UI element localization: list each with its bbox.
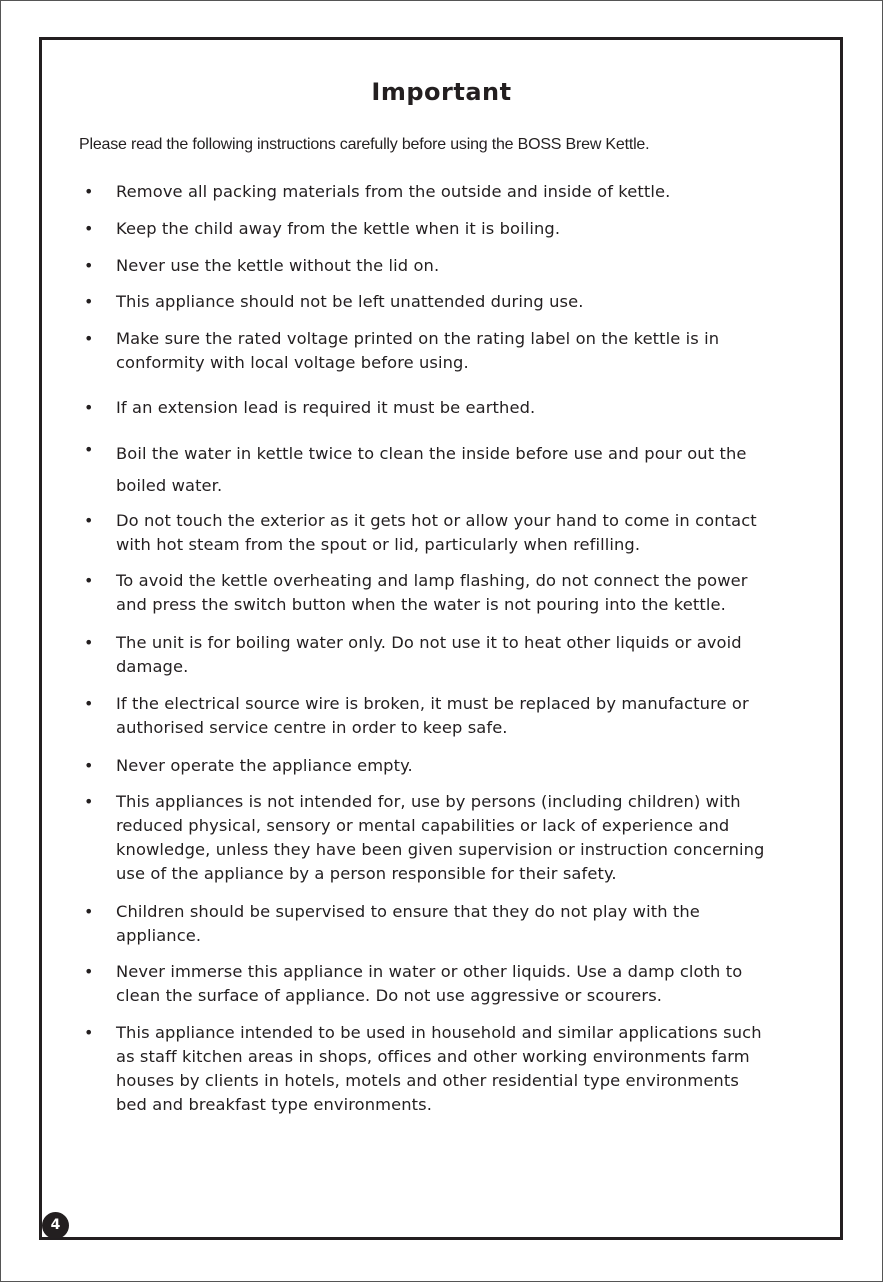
bullet-icon: • (84, 1023, 94, 1042)
page-number-badge: 4 (42, 1212, 69, 1239)
bullet-icon: • (84, 219, 94, 238)
instruction-text: The unit is for boiling water only. Do not use it to heat other liquids or avoid damage. (116, 633, 742, 676)
bullet-icon: • (84, 902, 94, 921)
bullet-icon: • (84, 182, 94, 201)
bullet-icon: • (84, 962, 94, 981)
instruction-text: Never operate the appliance empty. (116, 756, 413, 775)
bullet-icon: • (84, 694, 94, 713)
instruction-text: Remove all packing materials from the outside and inside of kettle. (116, 182, 671, 201)
bullet-icon: • (84, 398, 94, 417)
bullet-icon: • (84, 329, 94, 348)
bullet-icon: • (84, 756, 94, 775)
page-title: Important (371, 78, 512, 106)
bullet-icon: • (84, 792, 94, 811)
instruction-text: Boil the water in kettle twice to clean the inside before use and pour out the boiled water. (116, 444, 747, 495)
intro-text: Please read the following instructions carefully before using the BOSS Brew Kettle. (79, 136, 650, 153)
instruction-text: Make sure the rated voltage printed on the rating label on the kettle is in conformity with local voltage before using. (116, 329, 720, 372)
bullet-icon: • (84, 571, 94, 590)
instruction-text: If the electrical source wire is broken, it must be replaced by manufacture or authorised service centre in order to keep safe. (116, 694, 749, 737)
instruction-text: Children should be supervised to ensure that they do not play with the appliance. (116, 902, 700, 945)
bullet-icon: • (84, 256, 94, 275)
instruction-text: This appliances is not intended for, use by persons (including children) with reduced physical, sensory or mental capabilities or lack of experience and knowledge, unless they have been given supervision or instruction concerning use of the appliance by a person responsible for their safety. (116, 792, 765, 883)
instruction-text: Do not touch the exterior as it gets hot or allow your hand to come in contact with hot steam from the spout or lid, particularly when refilling. (116, 511, 757, 554)
instruction-text: This appliance should not be left unattended during use. (116, 292, 584, 311)
bullet-icon: • (84, 633, 94, 652)
instruction-text: Keep the child away from the kettle when it is boiling. (116, 219, 561, 238)
instruction-text: This appliance intended to be used in household and similar applications such as staff kitchen areas in shops, offices and other working environments farm houses by clients in hotels, motels and other residential type environments bed and breakfast type environments. (116, 1023, 762, 1114)
bullet-icon: • (84, 511, 94, 530)
bullet-icon: • (84, 440, 94, 459)
instruction-text: Never use the kettle without the lid on. (116, 256, 440, 275)
instruction-text: If an extension lead is required it must be earthed. (116, 398, 536, 417)
instruction-text: To avoid the kettle overheating and lamp flashing, do not connect the power and press the switch button when the water is not pouring into the kettle. (116, 571, 748, 614)
bullet-icon: • (84, 292, 94, 311)
instruction-text: Never immerse this appliance in water or other liquids. Use a damp cloth to clean the surface of appliance. Do not use aggressive or scourers. (116, 962, 743, 1005)
